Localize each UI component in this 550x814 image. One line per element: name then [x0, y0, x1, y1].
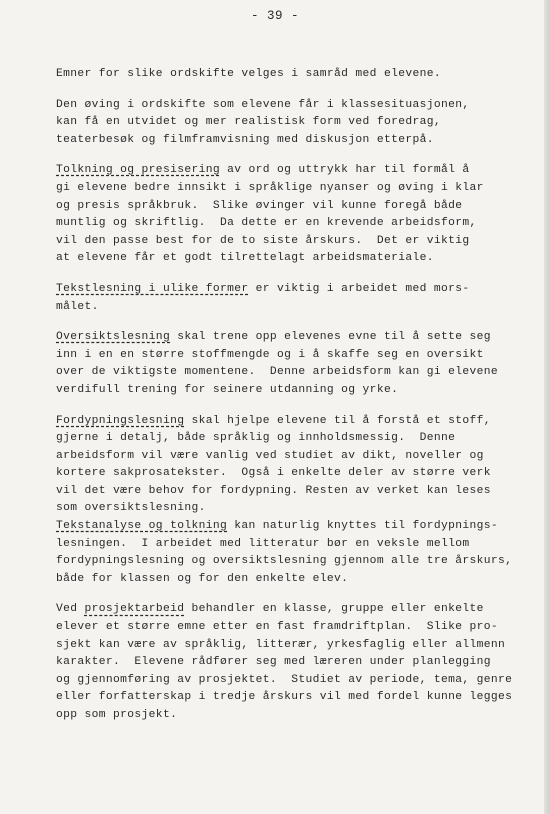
paragraph	[56, 601, 513, 724]
line-text: kan naturlig knyttes til fordypnings-	[227, 520, 499, 533]
text-line	[56, 619, 499, 637]
paragraph	[56, 162, 496, 268]
line-prefix: Ved	[56, 603, 85, 616]
line-text: og gjennomføring av prosjektet. Studiet av periode, tema, genre	[56, 673, 513, 686]
text-line	[56, 672, 513, 690]
text-line	[56, 483, 496, 501]
paragraph	[56, 413, 513, 589]
line-text: både for klassen og for den enkelte elev.	[56, 572, 349, 585]
text-line	[56, 198, 496, 216]
text-line	[56, 329, 496, 347]
text-line	[56, 382, 496, 400]
line-text: målet.	[56, 300, 99, 313]
text-line	[56, 571, 496, 589]
line-text: skal hjelpe elevene til å forstå et stoff,	[184, 414, 491, 427]
text-line	[56, 448, 496, 466]
text-line	[56, 500, 496, 518]
text-line	[56, 518, 499, 536]
line-text: teaterbesøk og filmframvisning med diskusjon etterpå.	[56, 133, 434, 146]
underlined-term: Tekstlesning i ulike former	[56, 282, 249, 295]
underlined-term: Tekstanalyse og tolkning	[56, 520, 228, 533]
underlined-term: Oversiktslesning	[56, 331, 171, 344]
text-line	[56, 281, 496, 299]
paragraph	[56, 329, 499, 399]
line-text: kan få en utvidet og mer realistisk form ved foredrag,	[56, 116, 441, 129]
line-text: vil den passe best for de to siste årskurs. Det er viktig	[56, 234, 470, 247]
text-line	[56, 97, 496, 115]
text-line	[56, 215, 496, 233]
text-line	[56, 364, 499, 382]
text-line	[56, 553, 513, 571]
text-line	[56, 601, 496, 619]
line-text: muntlig og skriftlig. Da dette er en krevende arbeidsform,	[56, 217, 477, 230]
line-text: Emner for slike ordskifte velges i samråd med elevene.	[56, 68, 441, 80]
line-text: Den øving i ordskifte som elevene får i klassesituasjonen,	[56, 98, 470, 111]
document-body	[56, 66, 513, 738]
paragraph	[56, 281, 496, 316]
line-text: lesningen. I arbeidet med litteratur bør en veksle mellom	[56, 537, 470, 550]
line-text: opp som prosjekt.	[56, 709, 178, 721]
text-line	[56, 637, 506, 655]
text-line	[56, 250, 496, 268]
underlined-term: Tolkning og presisering	[56, 164, 220, 177]
text-line	[56, 654, 496, 672]
line-text: sjekt kan være av språklig, litterær, yrkesfaglig eller allmenn	[56, 638, 506, 651]
underlined-term: Fordypningslesning	[56, 414, 185, 427]
text-line	[56, 347, 496, 365]
paragraph	[56, 97, 496, 150]
text-line	[56, 689, 513, 707]
line-text: er viktig i arbeidet med mors-	[248, 282, 470, 295]
text-line	[56, 132, 496, 150]
text-line	[56, 299, 496, 317]
text-line	[56, 66, 496, 84]
line-text: eller forfatterskap i tredje årskurs vil med fordel kunne legges	[56, 691, 513, 704]
line-text: fordypningslesning og oversiktslesning gjennom alle tre årskurs,	[56, 555, 513, 568]
line-text: inn i en en større stoffmengde og i å skaffe seg en oversikt	[56, 348, 484, 361]
line-text: elever et større emne etter en fast framdriftplan. Slike pro-	[56, 621, 499, 634]
line-text: og presis språkbruk. Slike øvinger vil kunne foregå både	[56, 199, 463, 212]
text-line	[56, 114, 496, 132]
text-line	[56, 162, 496, 180]
text-line	[56, 536, 496, 554]
text-line	[56, 413, 496, 431]
text-line	[56, 430, 496, 448]
line-text: verdifull trening for seinere utdanning og yrke.	[56, 383, 399, 396]
text-line	[56, 180, 496, 198]
line-text: skal trene opp elevenes evne til å sette seg	[170, 331, 491, 344]
text-line	[56, 465, 496, 483]
line-text: gjerne i detalj, både språklig og innholdsmessig. Denne	[56, 432, 456, 445]
text-line	[56, 233, 496, 251]
line-text: over de viktigste momentene. Denne arbeidsform kan gi elevene	[56, 366, 499, 379]
line-text: kortere sakprosatekster. Også i enkelte deler av større verk	[56, 467, 491, 480]
line-text: vil det være behov for fordypning. Resten av verket kan leses	[56, 484, 491, 497]
line-text: arbeidsform vil være vanlig ved studiet av dikt, noveller og	[56, 449, 484, 462]
text-line	[56, 707, 496, 725]
line-text: karakter. Elevene rådfører seg med læreren under planlegging	[56, 656, 491, 669]
line-text: gi elevene bedre innsikt i språklige nyanser og øving i klar	[56, 181, 484, 194]
underlined-term: prosjektarbeid	[84, 603, 185, 616]
paragraph	[56, 66, 496, 84]
page-edge-shadow	[544, 0, 550, 814]
line-text: av ord og uttrykk har til formål å	[219, 164, 470, 177]
line-text: at elevene får et godt tilrettelagt arbeidsmateriale.	[56, 252, 434, 265]
line-text: behandler en klasse, gruppe eller enkelte	[184, 603, 484, 616]
page-number: - 39 -	[250, 9, 299, 23]
line-text: som oversiktslesning.	[56, 502, 206, 515]
